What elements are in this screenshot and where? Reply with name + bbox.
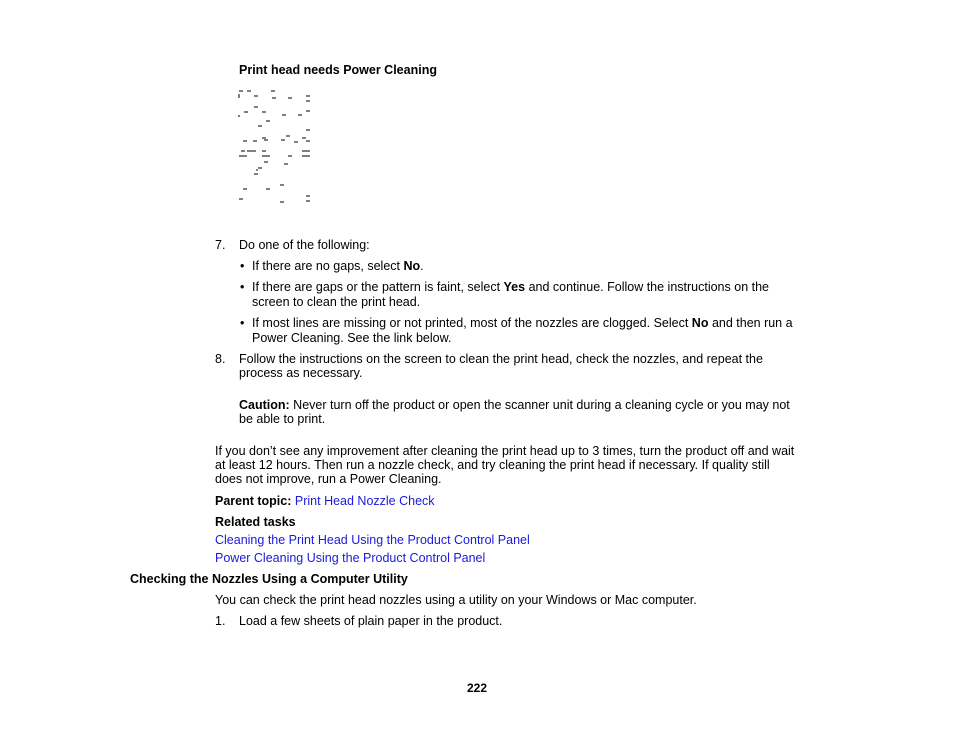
step-8-text-line1: Follow the instructions on the screen to clean the print head, check the nozzles, and repeat the (239, 352, 763, 366)
section-intro: You can check the print head nozzles using a utility on your Windows or Mac computer. (215, 593, 697, 607)
bullet-marker: • (240, 280, 245, 294)
section-heading-computer-utility: Checking the Nozzles Using a Computer Utility (130, 572, 408, 586)
bullet-item-no-gaps: If there are no gaps, select No. (252, 259, 424, 273)
improvement-paragraph-line1: If you don’t see any improvement after cleaning the print head up to 3 times, turn the product off and wait (215, 444, 795, 458)
related-tasks-heading: Related tasks (215, 515, 296, 529)
bullet-item-missing-lines-line2: Power Cleaning. See the link below. (252, 331, 452, 345)
improvement-paragraph-line3: does not improve, run a Power Cleaning. (215, 472, 442, 486)
parent-topic-label: Parent topic: (215, 494, 292, 508)
related-task-link-cleaning[interactable]: Cleaning the Print Head Using the Product Control Panel (215, 533, 530, 547)
step-1-text: Load a few sheets of plain paper in the product. (239, 614, 503, 628)
bullet-item-gaps-faint-line2: screen to clean the print head. (252, 295, 421, 309)
improvement-paragraph-line2: at least 12 hours. Then run a nozzle check, and try cleaning the print head if necessary. If quality still (215, 458, 770, 472)
related-task-link-power-cleaning[interactable]: Power Cleaning Using the Product Control Panel (215, 551, 486, 565)
parent-topic (215, 494, 435, 508)
caution-note-line2: be able to print. (239, 412, 326, 426)
caution-label: Caution: (239, 398, 290, 412)
bullet-marker: • (240, 259, 245, 273)
bullet-item-missing-lines: If most lines are missing or not printed, most of the nozzles are clogged. Select No and then run a (252, 316, 793, 330)
step-7-text: Do one of the following: (239, 238, 370, 252)
step-1-number: 1. (215, 614, 226, 628)
pattern-heading: Print head needs Power Cleaning (239, 63, 437, 77)
step-8-text-line2: process as necessary. (239, 366, 363, 380)
bullet-item-gaps-faint: If there are gaps or the pattern is faint, select Yes and continue. Follow the instructions on the (252, 280, 769, 294)
step-7-number: 7. (215, 238, 226, 252)
page-number: 222 (467, 681, 488, 695)
parent-topic-link[interactable]: Print Head Nozzle Check (294, 494, 435, 508)
step-8-number: 8. (215, 352, 226, 366)
nozzle-pattern-image (237, 89, 317, 207)
caution-note: Caution: Never turn off the product or open the scanner unit during a cleaning cycle or you may not (239, 398, 790, 412)
bullet-marker: • (240, 316, 245, 330)
